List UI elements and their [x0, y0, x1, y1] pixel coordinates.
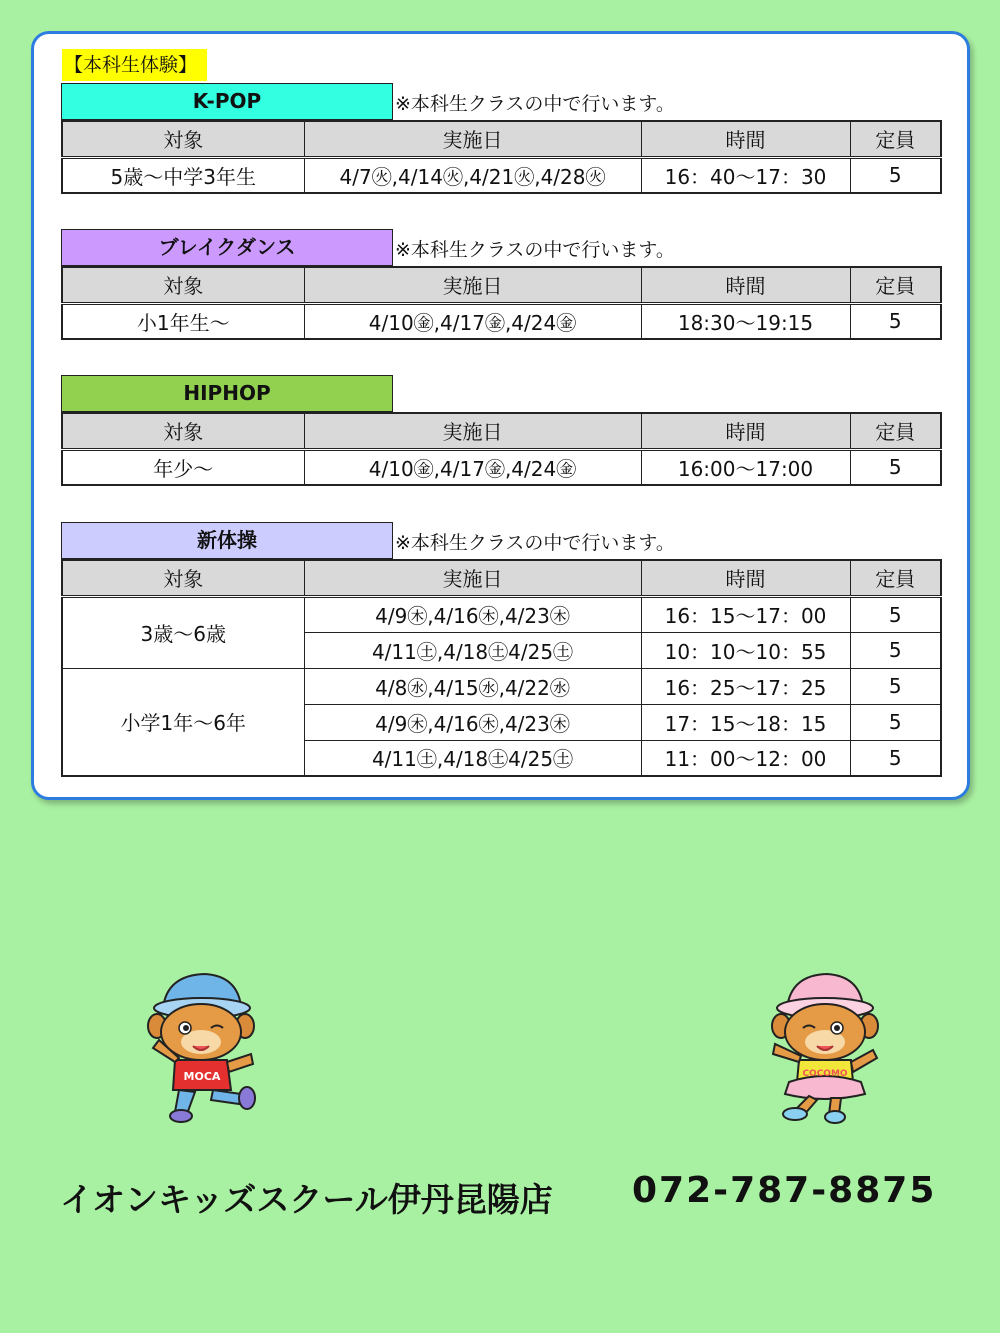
cocomo-shirt-text: COCOMO [802, 1069, 848, 1079]
time-cell: 16：15～17：00 [641, 596, 850, 632]
time-cell: 17：15～18：15 [641, 704, 850, 740]
capacity-cell: 5 [850, 632, 941, 668]
target-cell: 3歳～6歳 [62, 596, 304, 668]
class-note: ※本科生クラスの中で行います。 [395, 532, 675, 554]
target-cell: 5歳～中学3年生 [62, 157, 304, 193]
class-label-breakdance: ブレイクダンス [61, 229, 393, 266]
dates-cell: 4/9㊍,4/16㊍,4/23㊍ [304, 596, 641, 632]
column-header: 定員 [850, 413, 941, 449]
dates-cell: 4/11㊏,4/18㊏4/25㊏ [304, 632, 641, 668]
store-phone: 072-787-8875 [632, 1170, 937, 1211]
capacity-cell: 5 [850, 303, 941, 339]
schedule-table-hiphop [61, 412, 942, 486]
target-cell: 年少～ [62, 449, 304, 485]
dates-cell: 4/9㊍,4/16㊍,4/23㊍ [304, 704, 641, 740]
column-header: 時間 [641, 121, 850, 157]
capacity-cell: 5 [850, 596, 941, 632]
section-tag: 【本科生体験】 [62, 49, 207, 81]
time-cell: 18:30～19:15 [641, 303, 850, 339]
table-row [62, 668, 941, 704]
breakdance-block [61, 229, 940, 340]
class-label-hiphop: HIPHOP [61, 375, 393, 412]
column-header: 対象 [62, 413, 304, 449]
target-cell: 小学1年～6年 [62, 668, 304, 776]
table-row [62, 303, 941, 339]
dates-cell: 4/7㊋,4/14㊋,4/21㊋,4/28㊋ [304, 157, 641, 193]
column-header: 実施日 [304, 560, 641, 596]
column-header: 時間 [641, 560, 850, 596]
column-header: 対象 [62, 267, 304, 303]
schedule-table-kpop [61, 120, 942, 194]
column-header: 時間 [641, 413, 850, 449]
gymnastics-block [61, 522, 940, 777]
moca-mascot [145, 970, 265, 1125]
time-cell: 11：00～12：00 [641, 740, 850, 776]
time-cell: 10：10～10：55 [641, 632, 850, 668]
dates-cell: 4/8㊌,4/15㊌,4/22㊌ [304, 668, 641, 704]
column-header: 対象 [62, 560, 304, 596]
column-header: 対象 [62, 121, 304, 157]
time-cell: 16：40～17：30 [641, 157, 850, 193]
class-label-gymnastics: 新体操 [61, 522, 393, 559]
time-cell: 16：25～17：25 [641, 668, 850, 704]
dates-cell: 4/11㊏,4/18㊏4/25㊏ [304, 740, 641, 776]
cocomo-mascot [765, 970, 885, 1125]
column-header: 定員 [850, 121, 941, 157]
class-note: ※本科生クラスの中で行います。 [395, 239, 675, 261]
target-cell: 小1年生～ [62, 303, 304, 339]
kpop-block [61, 83, 940, 194]
table-row [62, 157, 941, 193]
capacity-cell: 5 [850, 704, 941, 740]
capacity-cell: 5 [850, 668, 941, 704]
table-row [62, 596, 941, 632]
capacity-cell: 5 [850, 449, 941, 485]
table-row [62, 449, 941, 485]
column-header: 時間 [641, 267, 850, 303]
moca-shirt-text: MOCA [183, 1070, 221, 1083]
column-header: 定員 [850, 267, 941, 303]
column-header: 定員 [850, 560, 941, 596]
capacity-cell: 5 [850, 740, 941, 776]
schedule-table-gymnastics [61, 559, 942, 777]
column-header: 実施日 [304, 121, 641, 157]
dates-cell: 4/10㊎,4/17㊎,4/24㊎ [304, 449, 641, 485]
dates-cell: 4/10㊎,4/17㊎,4/24㊎ [304, 303, 641, 339]
column-header: 実施日 [304, 413, 641, 449]
class-label-kpop: K-POP [61, 83, 393, 120]
store-name: イオンキッズスクール伊丹昆陽店 [60, 1180, 553, 1219]
capacity-cell: 5 [850, 157, 941, 193]
time-cell: 16:00～17:00 [641, 449, 850, 485]
hiphop-block [61, 375, 940, 486]
schedule-table-breakdance [61, 266, 942, 340]
column-header: 実施日 [304, 267, 641, 303]
class-note: ※本科生クラスの中で行います。 [395, 93, 675, 115]
